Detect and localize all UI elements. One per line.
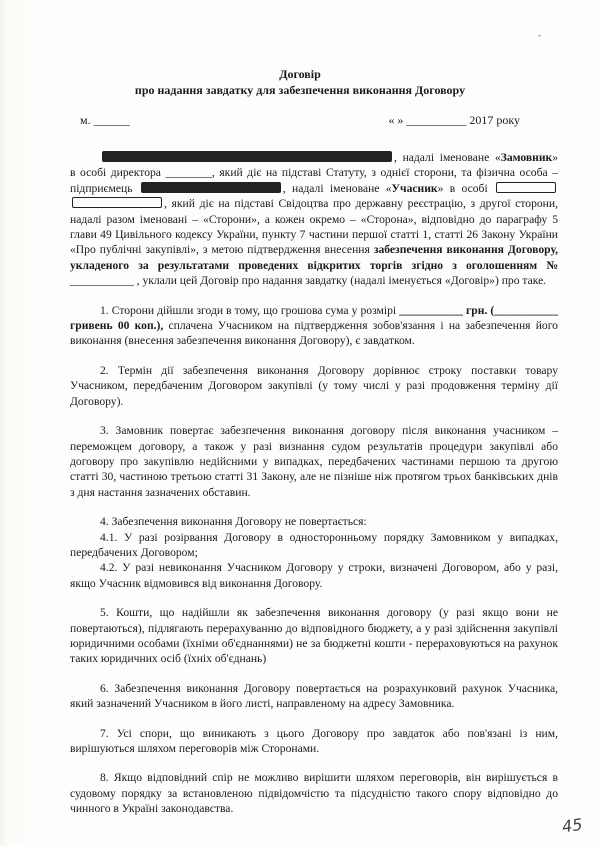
clause-6: 6. Забезпечення виконання Договору повертається на розрахунковий рахунок Учасника, який зазначений Учасником в його листі, направленому на адресу Замовника. bbox=[70, 681, 558, 711]
clause-5: 5. Кошти, що надійшли як забезпечення виконання договору (у разі якщо вони не повертаються), підлягають перерахуванню до відповідного бюджету, а у разі здійснення закупівлі юридичними особами (їхніми об'єднаннями) не за бюджетні кошти - перераховуються на рахунок таких юридичних осіб (їхніх об'єднань) bbox=[70, 606, 558, 666]
clause-4-1: 4.1. У разі розірвання Договору в односторонньому порядку Замовником у випадках, передбачених Договором; bbox=[70, 530, 558, 559]
date-field: « » __________ 2017 року bbox=[388, 113, 520, 127]
customer-term: Замовник bbox=[500, 151, 553, 164]
place-date-line bbox=[80, 113, 520, 128]
city-field: м. ______ bbox=[80, 113, 130, 127]
title-subtitle: про надання завдатку для забезпечення виконання Договору bbox=[134, 83, 466, 97]
margin-mark: ‐ bbox=[538, 30, 541, 40]
contract-basis-bold: забезпечення виконання Договору, укладеного за результатами проведених відкритих торгів згідно з оголошенням № bbox=[70, 243, 558, 272]
clause-7: 7. Усі спори, що виникають з цього Договору про завдаток або пов'язані із ним, вирішуються шляхом переговорів між Сторонами. bbox=[70, 726, 558, 755]
clause-4: 4. Забезпечення виконання Договору не повертається: bbox=[100, 515, 367, 529]
handwritten-page-number: 45 bbox=[560, 814, 584, 837]
document-title bbox=[0, 66, 600, 98]
redacted-customer-name bbox=[102, 151, 392, 162]
clause-2: 2. Термін дії забезпечення виконання Договору дорівнює строку поставки товару Учасником, передбаченим Договором закупівлі (у тому числі у разі продовження терміну дії Договору). bbox=[70, 363, 558, 408]
preamble-paragraph: , надалі іменоване «Замовник» в особі директора ________, який діє на підставі Статуту, з однієї сторони, та фізична особа – підприємець , надалі іменоване «Учасник» в особі , який діє на підставі Свідоцтва про державну реєстрацію, з другої сторони, надалі разом іменовані – «Сторони», а кожен окремо – «Сторона», відповідно до параграфу 5 глави 49 Цивільного кодексу України, пункту 7 частини першої статті 1, статті 26 Закону України «Про публічні закупівлі», з метою підтвердження внесення забезпечення виконання Договору, укладеного за результатами проведених відкритих торгів згідно з оголошенням № ___________ , уклали цей Договір про надання завдатку (надалі іменується «Договір») про таке. bbox=[70, 151, 558, 288]
clause-4-2: 4.2. У разі невиконання Учасником Договору у строки, визначені Договором, або у разі, якщо Учасник відмовився від виконання Договору. bbox=[70, 561, 558, 590]
document-body bbox=[70, 150, 558, 831]
deposit-amount: ___________ грн. (___________ гривень 00 коп.), bbox=[70, 303, 559, 333]
participant-term: Учасник bbox=[391, 181, 438, 195]
redacted-representative bbox=[496, 182, 556, 193]
clause-8: 8. Якщо відповідний спір не можливо вирішити шляхом переговорів, він вирішується в судовому порядку за встановленою підвідомчістю та підсудністю такого спору відповідно до чинного в Україні законодавства. bbox=[70, 771, 558, 816]
clause-1: 1. Сторони дійшли згоди в тому, що грошова сума у розмірі ___________ грн. (___________ гривень 00 коп.), сплачена Учасником на підтвердження зобов'язання і на забезпечення його виконання (внесення забезпечення виконання Договору), є завдатком. bbox=[70, 303, 559, 348]
redacted-participant-name bbox=[141, 182, 281, 193]
redacted-representative-2 bbox=[72, 197, 162, 208]
clause-3: 3. Замовник повертає забезпечення виконання договору після виконання учасником – переможцем договору, а також у разі визнання судом результатів процедури закупівлі або договору про закупівлю недійсними у випадках, передбачених частинами першою та другою статті 30, частиною третьою статті 31 Закону, але не пізніше ніж протягом трьох банківських днів з дня настання зазначених обставин. bbox=[70, 424, 558, 499]
title-main: Договір bbox=[279, 67, 321, 81]
